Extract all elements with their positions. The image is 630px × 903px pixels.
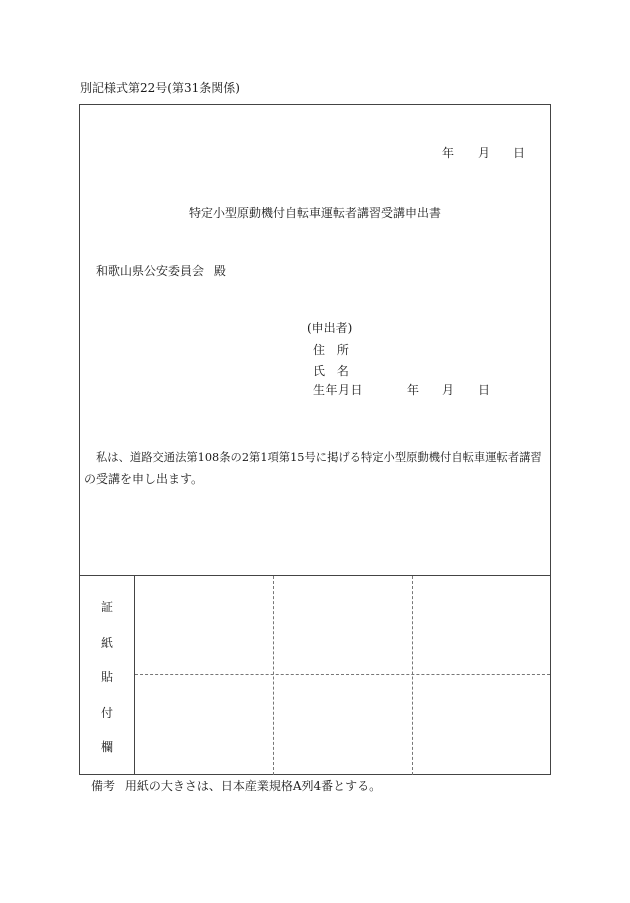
stamp-cell-5	[274, 675, 412, 774]
stamp-label-char-3: 貼	[100, 670, 113, 684]
address-label: 住 所	[313, 343, 349, 357]
date-day-label: 日	[513, 146, 526, 160]
applicant-heading: (申出者)	[307, 321, 353, 335]
statement-line-2: の受講を申し出ます。	[84, 472, 204, 486]
statement-line-1: 私は、道路交通法第108条の2第1項第15号に掲げる特定小型原動機付自転車運転者講習	[96, 451, 542, 464]
stamp-cell-6	[413, 675, 550, 774]
form-title: 特定小型原動機付自転車運転者講習受講申出書	[188, 206, 441, 220]
stamp-cell-2	[274, 576, 412, 674]
birth-year-label: 年	[407, 383, 420, 397]
application-form-box	[79, 104, 551, 775]
stamp-cell-1	[135, 576, 273, 674]
addressee: 和歌山県公安委員会 殿	[96, 264, 226, 278]
birth-month-label: 月	[442, 383, 455, 397]
stamp-cell-4	[135, 675, 273, 774]
note: 備考 用紙の大きさは、日本産業規格A列4番とする。	[91, 779, 382, 793]
birthdate-label: 生年月日	[313, 383, 364, 397]
date-month-label: 月	[478, 146, 491, 160]
birth-day-label: 日	[478, 383, 491, 397]
stamp-label-char-5: 欄	[100, 740, 113, 754]
stamp-label-char-1: 証	[100, 600, 113, 614]
date-year-label: 年	[442, 146, 455, 160]
name-label: 氏 名	[313, 364, 349, 378]
stamp-label-char-2: 紙	[100, 636, 113, 650]
stamp-cell-3	[413, 576, 550, 674]
stamp-label-char-4: 付	[100, 706, 113, 720]
form-caption: 別記様式第22号(第31条関係)	[80, 81, 240, 95]
